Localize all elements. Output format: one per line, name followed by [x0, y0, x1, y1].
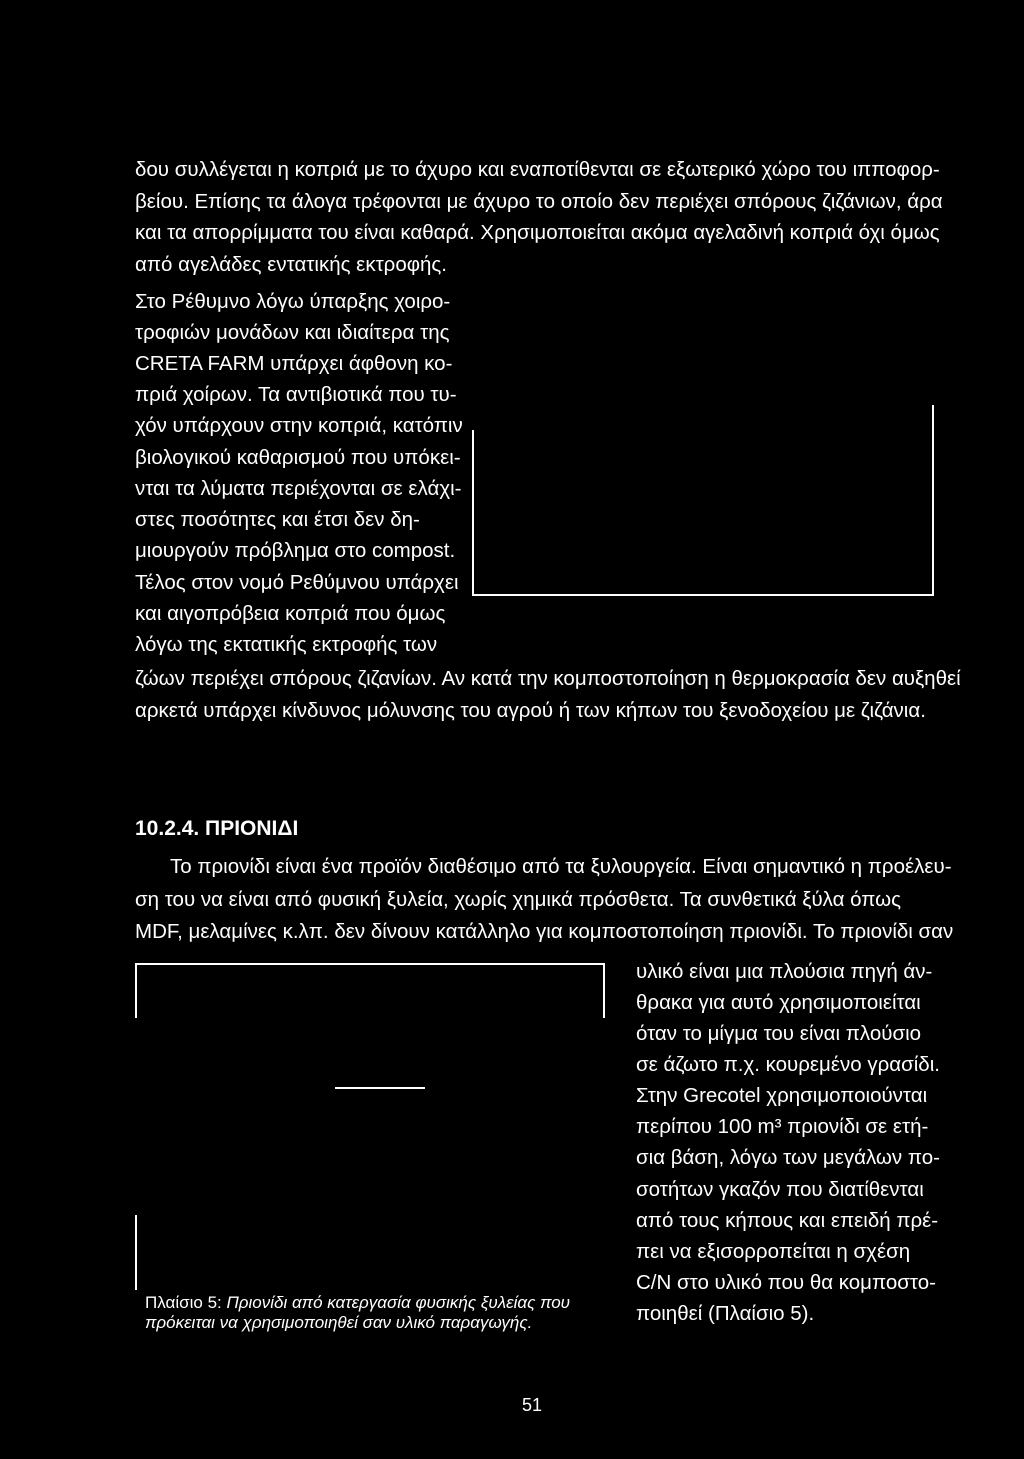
frame-left-border	[472, 430, 474, 595]
frame-left-lower-border	[135, 1215, 137, 1290]
text-line: Στην Grecotel χρησιμοποιούνται	[636, 1084, 928, 1107]
text-line: MDF, μελαμίνες κ.λπ. δεν δίνουν κατάλληλο για κομποστοποίηση πριονίδι. Το πριονίδι σαν	[135, 920, 954, 943]
text-line: σια βάση, λόγω των μεγάλων πο-	[636, 1146, 940, 1169]
text-line: ση του να είναι από φυσική ξυλεία, χωρίς χημικά πρόσθετα. Τα συνθετικά ξύλα όπως	[135, 888, 901, 911]
text-line: περίπου 100 m³ πριονίδι σε ετή-	[636, 1115, 929, 1138]
frame-bottom-border	[472, 594, 934, 596]
text-line: υλικό είναι μια πλούσια πηγή άν-	[636, 960, 933, 983]
text-line: από αγελάδες εντατικής εκτροφής.	[135, 253, 447, 276]
text-line: ζώων περιέχει σπόρους ζιζανίων. Αν κατά την κομποστοποίηση η θερμοκρασία δεν αυξηθεί	[135, 667, 961, 690]
text-line: θρακα για αυτό χρησιμοποιείται	[636, 991, 921, 1014]
text-line: μιουργούν πρόβλημα στο compost.	[135, 539, 456, 562]
text-line: CRETA FARM υπάρχει άφθονη κο-	[135, 352, 453, 375]
text-line: Στο Ρέθυμνο λόγω ύπαρξης χοιρο-	[135, 290, 451, 313]
text-line: σοτήτων γκαζόν που διατίθενται	[636, 1178, 924, 1201]
frame-right-border	[603, 963, 605, 1018]
text-line: πριά χοίρων. Τα αντιβιοτικά που τυ-	[135, 383, 457, 406]
text-line: και αιγοπρόβεια κοπριά που όμως	[135, 602, 446, 625]
text-line: σε άζωτο π.χ. κουρεμένο γρασίδι.	[636, 1053, 940, 1076]
text-line: όταν το μίγμα του είναι πλούσιο	[636, 1022, 922, 1045]
text-line: ποιηθεί (Πλαίσιο 5).	[636, 1302, 815, 1325]
text-line: Το πριονίδι είναι ένα προϊόν διαθέσιμο από τα ξυλουργεία. Είναι σημαντικό η προέλευ-	[170, 855, 952, 878]
figure-caption	[145, 1294, 570, 1311]
frame-top-border	[135, 963, 605, 965]
text-line: τροφιών μονάδων και ιδιαίτερα της	[135, 321, 450, 344]
text-line: και τα απορρίμματα του είναι καθαρά. Χρησιμοποιείται ακόμα αγελαδινή κοπριά όχι όμως	[135, 221, 940, 244]
text-line: βείου. Επίσης τα άλογα τρέφονται με άχυρο το οποίο δεν περιέχει σπόρους ζιζάνιων, άρα	[135, 190, 943, 213]
frame-right-border	[932, 405, 934, 595]
section-heading: 10.2.4. ΠΡΙΟΝΙΔΙ	[135, 817, 299, 840]
caption-text: Πριονίδι από κατεργασία φυσικής ξυλείας που	[221, 1293, 571, 1312]
text-line: δου συλλέγεται η κοπριά με το άχυρο και εναποτίθενται σε εξωτερικό χώρο του ιπποφορ-	[135, 158, 940, 181]
text-line: C/N στο υλικό που θα κομποστο-	[636, 1271, 936, 1294]
text-line: νται τα λύματα περιέχονται σε ελάχι-	[135, 477, 462, 500]
text-line: χόν υπάρχουν στην κοπριά, κατόπιν	[135, 414, 463, 437]
caption-label: Πλαίσιο 5:	[145, 1293, 222, 1312]
text-line: πει να εξισορροπείται η σχέση	[636, 1240, 911, 1263]
frame-mark	[335, 1087, 425, 1089]
text-line: αρκετά υπάρχει κίνδυνος μόλυνσης του αγρού ή των κήπων του ξενοδοχείου με ζιζάνια.	[135, 699, 926, 722]
text-line: βιολογικού καθαρισμού που υπόκει-	[135, 446, 461, 469]
page-number: 51	[522, 1395, 543, 1415]
text-line: στες ποσότητες και έτσι δεν δη-	[135, 508, 420, 531]
text-line: από τους κήπους και επειδή πρέ-	[636, 1209, 939, 1232]
text-line: λόγω της εκτατικής εκτροφής των	[135, 633, 438, 656]
text-line: Τέλος στον νομό Ρεθύμνου υπάρχει	[135, 571, 459, 594]
figure-caption-line2: πρόκειται να χρησιμοποιηθεί σαν υλικό παραγωγής.	[145, 1313, 533, 1332]
frame-left-border	[135, 963, 137, 1018]
